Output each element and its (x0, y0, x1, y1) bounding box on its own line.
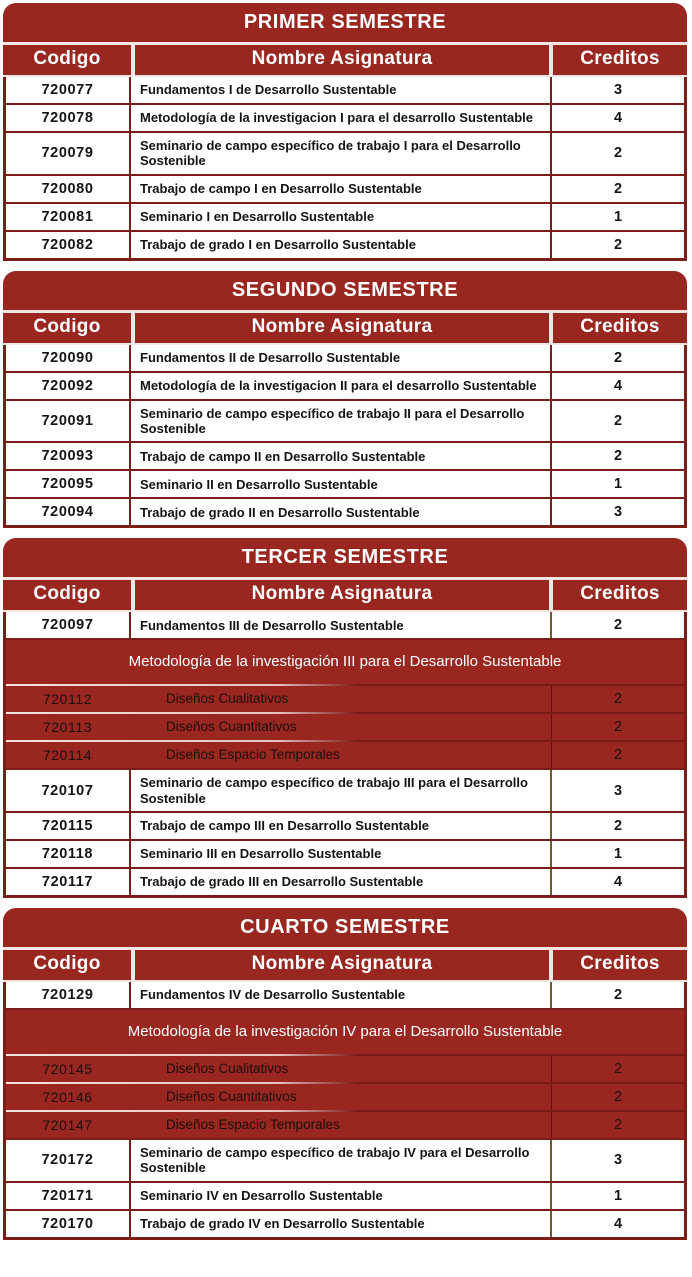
course-row (6, 174, 684, 202)
course-row (6, 1181, 684, 1209)
column-header-credits: Creditos (553, 950, 687, 980)
course-code: 720147 (42, 1116, 93, 1133)
course-credits: 2 (613, 349, 623, 366)
column-headers (3, 947, 687, 982)
course-code: 720091 (6, 401, 131, 442)
column-header-credits: Creditos (553, 45, 687, 75)
course-row (6, 77, 684, 103)
course-name: Trabajo de campo II en Desarrollo Sustentable (131, 443, 552, 469)
course-name: Seminario II en Desarrollo Sustentable (131, 471, 552, 497)
semester-table (3, 538, 687, 898)
course-name: Diseños Espacio Temporales (131, 742, 552, 768)
course-name: Trabajo de grado I en Desarrollo Sustentable (131, 232, 552, 258)
course-code: 720093 (6, 443, 131, 469)
course-credits: 2 (613, 236, 623, 253)
column-headers (3, 42, 687, 77)
course-credits: 2 (613, 448, 623, 465)
course-row (6, 469, 684, 497)
course-row (6, 230, 684, 258)
course-row (6, 612, 684, 638)
course-row (6, 839, 684, 867)
course-code: 720112 (42, 691, 93, 708)
course-credits: 1 (613, 1187, 623, 1204)
column-header-code: Codigo (3, 950, 131, 980)
column-header-name: Nombre Asignatura (135, 45, 549, 75)
course-credits: 4 (613, 377, 623, 394)
course-code: 720090 (6, 345, 131, 371)
course-code: 720172 (6, 1140, 131, 1181)
course-credits: 2 (613, 747, 623, 764)
course-code: 720095 (6, 471, 131, 497)
course-name: Seminario III en Desarrollo Sustentable (131, 841, 552, 867)
table-body (3, 612, 687, 898)
column-header-code: Codigo (3, 313, 131, 343)
course-row (6, 103, 684, 131)
course-credits: 2 (613, 1060, 623, 1077)
course-code: 720146 (42, 1088, 93, 1105)
course-credits: 2 (613, 412, 623, 429)
course-row (6, 768, 684, 811)
course-name: Metodología de la investigacion I para el desarrollo Sustentable (131, 105, 552, 131)
course-code: 720170 (6, 1211, 131, 1237)
course-code: 720078 (6, 105, 131, 131)
table-body (3, 345, 687, 529)
course-credits: 2 (613, 180, 623, 197)
semester-title: TERCER SEMESTRE (3, 538, 687, 577)
group-header-row: Metodología de la investigación III para el Desarrollo Sustentable (6, 638, 684, 684)
course-name: Fundamentos I de Desarrollo Sustentable (131, 77, 552, 103)
course-row (6, 982, 684, 1008)
course-row (6, 345, 684, 371)
course-credits: 2 (613, 1088, 623, 1105)
course-code: 720092 (6, 373, 131, 399)
course-row (6, 202, 684, 230)
course-credits: 2 (613, 817, 623, 834)
column-header-credits: Creditos (553, 580, 687, 610)
course-name: Fundamentos II de Desarrollo Sustentable (131, 345, 552, 371)
course-code: 720097 (6, 612, 131, 638)
course-name: Diseños Cualitativos (131, 686, 552, 712)
course-name: Diseños Cuantitativos (131, 714, 552, 740)
course-code: 720113 (42, 719, 93, 736)
course-name: Seminario de campo específico de trabajo IV para el Desarrollo Sostenible (131, 1140, 552, 1181)
course-code: 720117 (6, 869, 131, 895)
course-name: Seminario I en Desarrollo Sustentable (131, 204, 552, 230)
course-code: 720081 (6, 204, 131, 230)
column-headers (3, 310, 687, 345)
course-name: Trabajo de campo I en Desarrollo Sustentable (131, 176, 552, 202)
course-row (6, 811, 684, 839)
course-credits: 3 (613, 1152, 623, 1169)
course-credits: 1 (613, 208, 623, 225)
course-code: 720077 (6, 77, 131, 103)
course-name: Trabajo de grado III en Desarrollo Sustentable (131, 869, 552, 895)
course-credits: 3 (613, 504, 623, 521)
semester-title: CUARTO SEMESTRE (3, 908, 687, 947)
course-credits: 2 (613, 145, 623, 162)
course-row (6, 497, 684, 525)
course-credits: 4 (613, 110, 623, 126)
course-name: Seminario de campo específico de trabajo II para el Desarrollo Sostenible (131, 401, 552, 442)
course-code: 720115 (6, 813, 131, 839)
course-credits: 2 (613, 719, 623, 736)
course-credits: 2 (613, 691, 623, 708)
course-row (6, 1209, 684, 1237)
course-code: 720082 (6, 232, 131, 258)
semester-title: SEGUNDO SEMESTRE (3, 271, 687, 310)
column-header-name: Nombre Asignatura (135, 950, 549, 980)
course-credits: 3 (613, 782, 623, 799)
course-name: Seminario de campo específico de trabajo I para el Desarrollo Sostenible (131, 133, 552, 174)
column-headers (3, 577, 687, 612)
course-code: 720114 (42, 747, 93, 764)
course-name: Fundamentos III de Desarrollo Sustentable (131, 612, 552, 638)
course-credits: 1 (613, 845, 623, 862)
table-body (3, 982, 687, 1240)
course-name: Fundamentos IV de Desarrollo Sustentable (131, 982, 552, 1008)
group-header-row: Metodología de la investigación IV para el Desarrollo Sustentable (6, 1008, 684, 1054)
course-row (6, 1138, 684, 1181)
course-row (6, 1110, 684, 1138)
course-row (6, 740, 684, 768)
course-row (6, 712, 684, 740)
course-credits: 4 (613, 873, 623, 890)
course-code: 720145 (42, 1060, 93, 1077)
course-code: 720107 (6, 770, 131, 811)
course-code: 720129 (6, 982, 131, 1008)
column-header-name: Nombre Asignatura (135, 313, 549, 343)
course-row (6, 1082, 684, 1110)
course-code: 720094 (6, 499, 131, 525)
course-name: Diseños Cualitativos (131, 1056, 552, 1082)
course-row (6, 867, 684, 895)
course-code: 720080 (6, 176, 131, 202)
semester-table (3, 3, 687, 261)
course-row (6, 399, 684, 442)
semester-title: PRIMER SEMESTRE (3, 3, 687, 42)
course-row (6, 371, 684, 399)
course-row (6, 684, 684, 712)
course-code: 720118 (6, 841, 131, 867)
course-credits: 1 (613, 476, 623, 493)
column-header-credits: Creditos (553, 313, 687, 343)
course-code: 720079 (6, 133, 131, 174)
course-credits: 2 (613, 1116, 623, 1133)
course-name: Trabajo de campo III en Desarrollo Sustentable (131, 813, 552, 839)
course-name: Diseños Espacio Temporales (131, 1112, 552, 1138)
course-credits: 2 (613, 617, 623, 634)
column-header-code: Codigo (3, 580, 131, 610)
course-name: Trabajo de grado II en Desarrollo Sustentable (131, 499, 552, 525)
course-name: Seminario de campo específico de trabajo III para el Desarrollo Sostenible (131, 770, 552, 811)
course-credits: 3 (613, 82, 623, 98)
course-name: Trabajo de grado IV en Desarrollo Sustentable (131, 1211, 552, 1237)
column-header-name: Nombre Asignatura (135, 580, 549, 610)
course-name: Diseños Cuantitativos (131, 1084, 552, 1110)
table-body (3, 77, 687, 261)
course-row (6, 131, 684, 174)
semester-table (3, 908, 687, 1240)
course-row (6, 1054, 684, 1082)
column-header-code: Codigo (3, 45, 131, 75)
course-name: Metodología de la investigacion II para el desarrollo Sustentable (131, 373, 552, 399)
course-credits: 4 (613, 1215, 623, 1232)
course-name: Seminario IV en Desarrollo Sustentable (131, 1183, 552, 1209)
course-code: 720171 (6, 1183, 131, 1209)
course-credits: 2 (613, 986, 623, 1003)
course-row (6, 441, 684, 469)
semester-table (3, 271, 687, 529)
